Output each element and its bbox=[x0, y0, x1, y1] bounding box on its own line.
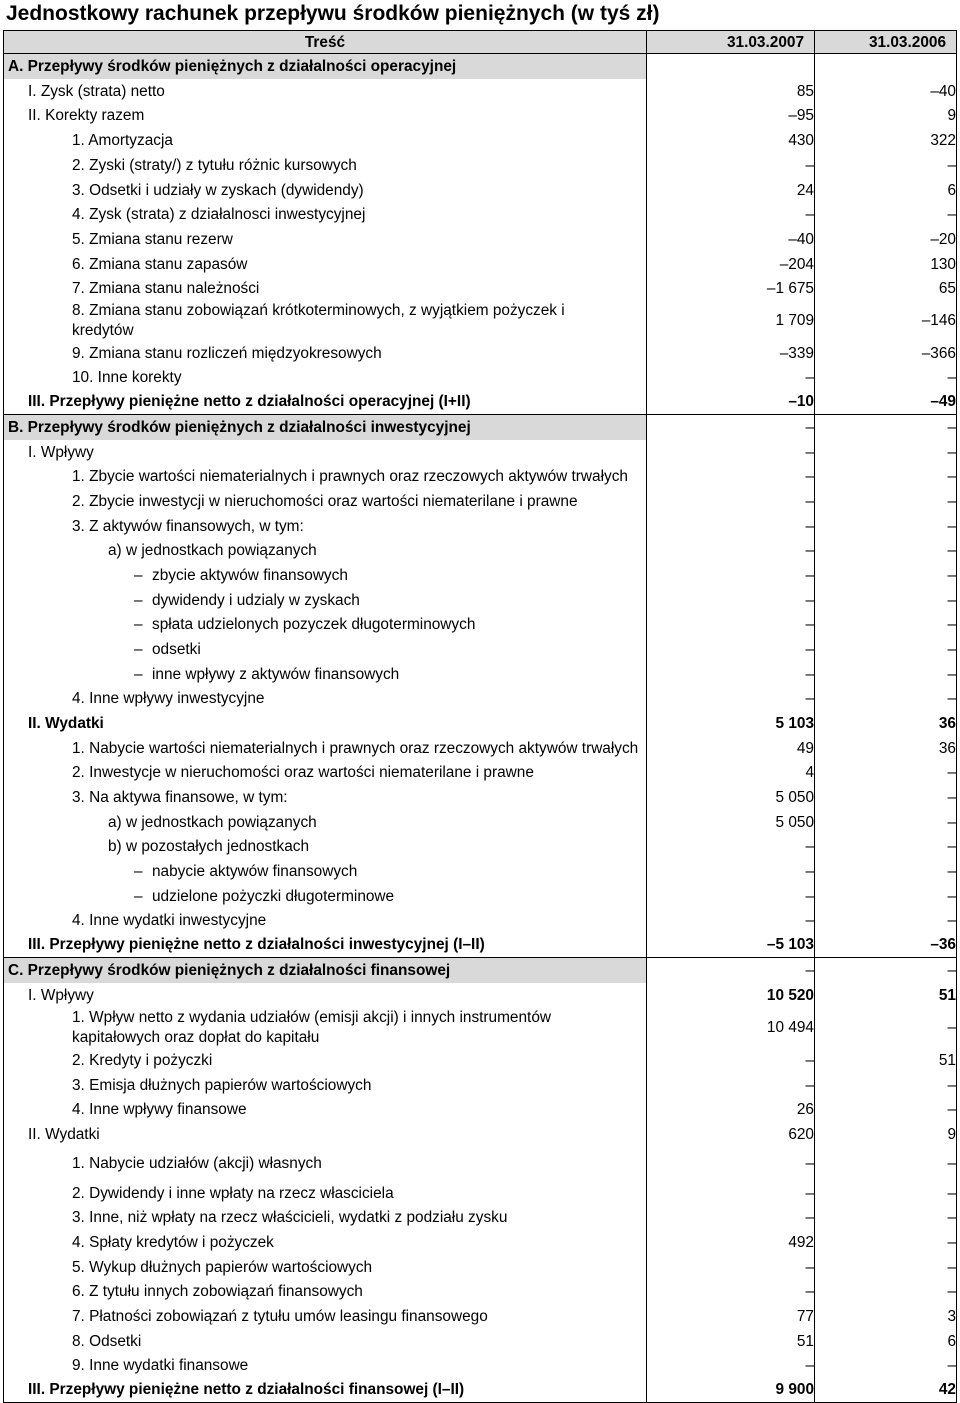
dash-bullet-icon: – bbox=[134, 862, 143, 880]
table-row bbox=[4, 687, 957, 711]
table-row bbox=[4, 79, 957, 104]
value-2007: – bbox=[647, 1280, 815, 1304]
row-label-cell bbox=[4, 104, 647, 128]
value-2006: 9 bbox=[815, 1122, 957, 1147]
row-label: 1. Zbycie wartości niematerialnych i prawnych oraz rzeczowych aktywów trwałych bbox=[72, 468, 628, 485]
row-label-cell bbox=[4, 662, 647, 687]
table-row bbox=[4, 203, 957, 227]
value-2006: 51 bbox=[815, 983, 957, 1008]
row-label: 3. Inne, niż wpłaty na rzecz właścicieli, wydatki z podziału zysku bbox=[72, 1209, 508, 1226]
value-2006: 6 bbox=[815, 1329, 957, 1354]
row-label-cell bbox=[4, 277, 647, 301]
row-label-cell bbox=[4, 933, 647, 958]
row-label: B. Przepływy środków pieniężnych z działalności inwestycyjnej bbox=[8, 418, 471, 436]
row-label-cell bbox=[4, 1304, 647, 1329]
table-row bbox=[4, 415, 957, 440]
table-row bbox=[4, 1122, 957, 1147]
value-2007: 26 bbox=[647, 1098, 815, 1122]
row-label: 7. Zmiana stanu należności bbox=[72, 280, 260, 297]
table-row bbox=[4, 1206, 957, 1230]
row-label-cell bbox=[4, 178, 647, 203]
value-2007: 77 bbox=[647, 1304, 815, 1329]
row-label: 6. Z tytułu innych zobowiązań finansowych bbox=[72, 1283, 363, 1300]
row-label: 2. Inwestycje w nieruchomości oraz wartości niematerilane i prawne bbox=[72, 764, 534, 781]
row-label: 9. Zmiana stanu rozliczeń międzyokresowych bbox=[72, 344, 382, 362]
row-label: 8. Odsetki bbox=[72, 1332, 142, 1350]
row-label: dywidendy i udzialy w zyskach bbox=[152, 591, 360, 609]
row-label: 9. Inne wydatki finansowe bbox=[72, 1357, 249, 1374]
value-2006: – bbox=[815, 810, 957, 835]
row-label-cell bbox=[4, 613, 647, 637]
table-row bbox=[4, 1304, 957, 1329]
row-label-cell bbox=[4, 153, 647, 178]
value-2006: – bbox=[815, 637, 957, 662]
value-2007: – bbox=[647, 909, 815, 933]
value-2007: 5 050 bbox=[647, 785, 815, 810]
row-label-cell bbox=[4, 983, 647, 1008]
row-label-cell bbox=[4, 958, 647, 983]
row-label-cell bbox=[4, 252, 647, 277]
value-2006: – bbox=[815, 539, 957, 563]
value-2007: – bbox=[647, 514, 815, 539]
row-label: II. Wydatki bbox=[28, 714, 104, 732]
value-2007: 430 bbox=[647, 128, 815, 153]
value-2007: 10 520 bbox=[647, 983, 815, 1008]
value-2006: – bbox=[815, 859, 957, 884]
table-row bbox=[4, 440, 957, 465]
table-row bbox=[4, 227, 957, 252]
value-2006: 42 bbox=[815, 1378, 957, 1403]
value-2007: 1 709 bbox=[647, 301, 815, 341]
value-2007: – bbox=[647, 835, 815, 859]
table-row bbox=[4, 785, 957, 810]
table-row bbox=[4, 252, 957, 277]
table-row bbox=[4, 366, 957, 390]
value-2006: – bbox=[815, 415, 957, 440]
value-2007: 85 bbox=[647, 79, 815, 104]
value-2007: – bbox=[647, 687, 815, 711]
value-2006: – bbox=[815, 465, 957, 489]
value-2007: – bbox=[647, 613, 815, 637]
value-2007: – bbox=[647, 1255, 815, 1280]
row-label-cell bbox=[4, 440, 647, 465]
value-2007: – bbox=[647, 958, 815, 983]
row-label-cell bbox=[4, 1230, 647, 1255]
value-2007: – bbox=[647, 1073, 815, 1098]
row-label-cell bbox=[4, 785, 647, 810]
value-2007: – bbox=[647, 1354, 815, 1378]
row-label: 1. Wpływ netto z wydania udziałów (emisji akcji) i innych instrumentów kapitałowych oraz dopłat do kapitału bbox=[72, 1008, 551, 1046]
value-2007: – bbox=[647, 153, 815, 178]
cash-flow-table bbox=[3, 30, 957, 1403]
dash-bullet-icon: – bbox=[134, 640, 143, 658]
row-label: zbycie aktywów finansowych bbox=[152, 566, 348, 584]
row-label-cell bbox=[4, 203, 647, 227]
row-label: A. Przepływy środków pieniężnych z działalności operacyjnej bbox=[8, 57, 457, 75]
table-row bbox=[4, 153, 957, 178]
table-row bbox=[4, 1329, 957, 1354]
row-label: I. Zysk (strata) netto bbox=[28, 82, 165, 100]
row-label-cell bbox=[4, 1354, 647, 1378]
table-row bbox=[4, 859, 957, 884]
table-row bbox=[4, 1048, 957, 1073]
value-2006: – bbox=[815, 835, 957, 859]
value-2007: – bbox=[647, 440, 815, 465]
row-label-cell bbox=[4, 1122, 647, 1147]
value-2007: 9 900 bbox=[647, 1378, 815, 1403]
value-2007 bbox=[647, 54, 815, 79]
table-row bbox=[4, 736, 957, 761]
value-2006: – bbox=[815, 514, 957, 539]
table-row bbox=[4, 958, 957, 983]
row-label: II. Korekty razem bbox=[28, 107, 145, 124]
value-2006: – bbox=[815, 785, 957, 810]
row-label: III. Przepływy pieniężne netto z działalności inwestycyjnej (I–II) bbox=[28, 936, 485, 954]
table-row bbox=[4, 637, 957, 662]
row-label-cell bbox=[4, 859, 647, 884]
table-row bbox=[4, 128, 957, 153]
table-row bbox=[4, 277, 957, 301]
value-2006: – bbox=[815, 203, 957, 227]
row-label-cell bbox=[4, 415, 647, 440]
value-2006: – bbox=[815, 366, 957, 390]
value-2007: 24 bbox=[647, 178, 815, 203]
value-2006: –36 bbox=[815, 933, 957, 958]
value-2006: – bbox=[815, 958, 957, 983]
table-row bbox=[4, 810, 957, 835]
value-2006: – bbox=[815, 153, 957, 178]
row-label-cell bbox=[4, 366, 647, 390]
row-label: 4. Inne wpływy finansowe bbox=[72, 1101, 247, 1118]
row-label: 5. Zmiana stanu rezerw bbox=[72, 230, 233, 248]
row-label-cell bbox=[4, 1280, 647, 1304]
value-2006: – bbox=[815, 440, 957, 465]
row-label: 2. Zbycie inwestycji w nieruchomości oraz wartości niematerilane i prawne bbox=[72, 492, 578, 510]
row-label: 1. Nabycie udziałów (akcji) własnych bbox=[72, 1155, 322, 1172]
value-2007: – bbox=[647, 588, 815, 613]
table-row bbox=[4, 465, 957, 489]
row-label: 10. Inne korekty bbox=[72, 369, 182, 386]
row-label: 4. Inne wpływy inwestycyjne bbox=[72, 690, 265, 707]
value-2006: – bbox=[815, 1073, 957, 1098]
row-label: inne wpływy z aktywów finansowych bbox=[152, 665, 400, 683]
dash-bullet-icon: – bbox=[134, 887, 143, 905]
table-row bbox=[4, 1181, 957, 1206]
table-body bbox=[4, 54, 957, 1403]
table-row bbox=[4, 835, 957, 859]
row-label-cell bbox=[4, 465, 647, 489]
dash-bullet-icon: – bbox=[134, 665, 143, 683]
row-label: odsetki bbox=[152, 640, 201, 658]
table-header-row bbox=[4, 31, 957, 54]
page-title: Jednostkowy rachunek przepływu środków pieniężnych (w tyś zł) bbox=[6, 2, 660, 25]
row-label: 4. Spłaty kredytów i pożyczek bbox=[72, 1233, 274, 1251]
table-row bbox=[4, 1280, 957, 1304]
row-label: udzielone pożyczki długoterminowe bbox=[152, 887, 395, 905]
table-row bbox=[4, 301, 957, 341]
table-row bbox=[4, 341, 957, 366]
row-label-cell bbox=[4, 301, 647, 341]
value-2007: 492 bbox=[647, 1230, 815, 1255]
row-label: 1. Amortyzacja bbox=[72, 131, 173, 149]
value-2006: – bbox=[815, 761, 957, 785]
value-2006 bbox=[815, 54, 957, 79]
value-2006: 6 bbox=[815, 178, 957, 203]
table-row bbox=[4, 563, 957, 588]
row-label: 3. Odsetki i udziały w zyskach (dywidendy) bbox=[72, 181, 364, 199]
value-2007: –95 bbox=[647, 104, 815, 128]
row-label-cell bbox=[4, 1206, 647, 1230]
row-label-cell bbox=[4, 1098, 647, 1122]
row-label: 3. Z aktywów finansowych, w tym: bbox=[72, 517, 304, 535]
value-2007: – bbox=[647, 415, 815, 440]
row-label-cell bbox=[4, 1255, 647, 1280]
row-label: spłata udzielonych pozyczek długoterminowych bbox=[152, 616, 476, 633]
value-2007: – bbox=[647, 1206, 815, 1230]
table-row bbox=[4, 933, 957, 958]
value-2007: – bbox=[647, 662, 815, 687]
table-row bbox=[4, 1073, 957, 1098]
value-2007: – bbox=[647, 1181, 815, 1206]
value-2007: – bbox=[647, 1048, 815, 1073]
value-2006: – bbox=[815, 1147, 957, 1181]
value-2007: – bbox=[647, 563, 815, 588]
row-label-cell bbox=[4, 1048, 647, 1073]
row-label: 3. Na aktywa finansowe, w tym: bbox=[72, 788, 288, 806]
row-label-cell bbox=[4, 128, 647, 153]
value-2006: –366 bbox=[815, 341, 957, 366]
table-row bbox=[4, 1147, 957, 1181]
value-2006: – bbox=[815, 563, 957, 588]
row-label: III. Przepływy pieniężne netto z działalności operacyjnej (I+II) bbox=[28, 393, 471, 411]
row-label-cell bbox=[4, 79, 647, 104]
value-2006: 130 bbox=[815, 252, 957, 277]
value-2007: – bbox=[647, 203, 815, 227]
value-2006: – bbox=[815, 1206, 957, 1230]
table-row bbox=[4, 662, 957, 687]
row-label-cell bbox=[4, 1008, 647, 1048]
table-row bbox=[4, 909, 957, 933]
row-label: II. Wydatki bbox=[28, 1125, 100, 1143]
value-2006: – bbox=[815, 588, 957, 613]
value-2007: 10 494 bbox=[647, 1008, 815, 1048]
table-row bbox=[4, 1230, 957, 1255]
table-row bbox=[4, 1354, 957, 1378]
value-2007: – bbox=[647, 539, 815, 563]
value-2006: –40 bbox=[815, 79, 957, 104]
row-label-cell bbox=[4, 1378, 647, 1403]
value-2007: 5 050 bbox=[647, 810, 815, 835]
table-row bbox=[4, 1378, 957, 1403]
value-2006: – bbox=[815, 662, 957, 687]
value-2007: – bbox=[647, 465, 815, 489]
row-label: 2. Kredyty i pożyczki bbox=[72, 1051, 213, 1069]
table-row bbox=[4, 884, 957, 909]
table-row bbox=[4, 983, 957, 1008]
value-2006: – bbox=[815, 884, 957, 909]
row-label: 1. Nabycie wartości niematerialnych i prawnych oraz rzeczowych aktywów trwałych bbox=[72, 739, 639, 757]
value-2006: – bbox=[815, 1008, 957, 1048]
row-label-cell bbox=[4, 1181, 647, 1206]
table-row bbox=[4, 1008, 957, 1048]
value-2006: – bbox=[815, 1230, 957, 1255]
value-2006: – bbox=[815, 909, 957, 933]
value-2006: 51 bbox=[815, 1048, 957, 1073]
table-row bbox=[4, 489, 957, 514]
value-2006: – bbox=[815, 1181, 957, 1206]
value-2006: – bbox=[815, 1354, 957, 1378]
table-row bbox=[4, 54, 957, 79]
row-label-cell bbox=[4, 563, 647, 588]
value-2006: – bbox=[815, 1255, 957, 1280]
value-2007: –204 bbox=[647, 252, 815, 277]
table-row bbox=[4, 1098, 957, 1122]
value-2007: – bbox=[647, 1147, 815, 1181]
value-2007: – bbox=[647, 366, 815, 390]
row-label-cell bbox=[4, 736, 647, 761]
table-row bbox=[4, 711, 957, 736]
row-label-cell bbox=[4, 54, 647, 79]
table-row bbox=[4, 588, 957, 613]
table-row bbox=[4, 1255, 957, 1280]
value-2007: 49 bbox=[647, 736, 815, 761]
value-2007: – bbox=[647, 637, 815, 662]
dash-bullet-icon: – bbox=[134, 616, 143, 633]
column-header-2006: 31.03.2006 bbox=[815, 31, 957, 54]
value-2007: – bbox=[647, 859, 815, 884]
column-header-2007: 31.03.2007 bbox=[647, 31, 815, 54]
table-row bbox=[4, 514, 957, 539]
row-label: a) w jednostkach powiązanych bbox=[108, 542, 317, 559]
value-2006: –146 bbox=[815, 301, 957, 341]
row-label-cell bbox=[4, 637, 647, 662]
row-label-cell bbox=[4, 761, 647, 785]
column-header-tresc: Treść bbox=[4, 31, 647, 54]
table-row bbox=[4, 178, 957, 203]
value-2007: –10 bbox=[647, 390, 815, 415]
value-2007: 4 bbox=[647, 761, 815, 785]
value-2006: 36 bbox=[815, 736, 957, 761]
row-label: 8. Zmiana stanu zobowiązań krótkoterminowych, z wyjątkiem pożyczek i kredytów bbox=[72, 301, 565, 339]
row-label-cell bbox=[4, 539, 647, 563]
row-label-cell bbox=[4, 835, 647, 859]
value-2006: – bbox=[815, 489, 957, 514]
table-row bbox=[4, 761, 957, 785]
row-label-cell bbox=[4, 588, 647, 613]
dash-bullet-icon: – bbox=[134, 566, 143, 584]
row-label-cell bbox=[4, 884, 647, 909]
value-2007: –40 bbox=[647, 227, 815, 252]
value-2007: 620 bbox=[647, 1122, 815, 1147]
value-2006: 9 bbox=[815, 104, 957, 128]
value-2007: – bbox=[647, 884, 815, 909]
value-2006: –49 bbox=[815, 390, 957, 415]
row-label-cell bbox=[4, 341, 647, 366]
value-2006: – bbox=[815, 1098, 957, 1122]
row-label-cell bbox=[4, 489, 647, 514]
row-label-cell bbox=[4, 227, 647, 252]
row-label-cell bbox=[4, 1073, 647, 1098]
row-label: III. Przepływy pieniężne netto z działalności finansowej (I–II) bbox=[28, 1381, 465, 1399]
value-2006: 65 bbox=[815, 277, 957, 301]
row-label: I. Wpływy bbox=[28, 986, 94, 1004]
value-2006: – bbox=[815, 687, 957, 711]
value-2006: – bbox=[815, 1280, 957, 1304]
table-row bbox=[4, 390, 957, 415]
table-row bbox=[4, 539, 957, 563]
dash-bullet-icon: – bbox=[134, 591, 143, 609]
row-label: 5. Wykup dłużnych papierów wartościowych bbox=[72, 1258, 373, 1276]
row-label: b) w pozostałych jednostkach bbox=[108, 838, 310, 855]
row-label: 7. Płatności zobowiązań z tytułu umów leasingu finansowego bbox=[72, 1307, 488, 1325]
value-2007: 51 bbox=[647, 1329, 815, 1354]
row-label-cell bbox=[4, 810, 647, 835]
row-label: nabycie aktywów finansowych bbox=[152, 862, 358, 880]
row-label: 3. Emisja dłużnych papierów wartościowych bbox=[72, 1076, 372, 1094]
row-label-cell bbox=[4, 514, 647, 539]
value-2006: – bbox=[815, 613, 957, 637]
table-row bbox=[4, 104, 957, 128]
row-label-cell bbox=[4, 390, 647, 415]
row-label: I. Wpływy bbox=[28, 443, 94, 461]
row-label-cell bbox=[4, 1147, 647, 1181]
value-2006: 3 bbox=[815, 1304, 957, 1329]
value-2007: –1 675 bbox=[647, 277, 815, 301]
row-label-cell bbox=[4, 909, 647, 933]
row-label: C. Przepływy środków pieniężnych z działalności finansowej bbox=[8, 961, 451, 979]
row-label: 2. Dywidendy i inne wpłaty na rzecz własciciela bbox=[72, 1184, 394, 1202]
value-2006: 322 bbox=[815, 128, 957, 153]
row-label-cell bbox=[4, 1329, 647, 1354]
value-2007: –5 103 bbox=[647, 933, 815, 958]
row-label: 2. Zyski (straty/) z tytułu różnic kursowych bbox=[72, 156, 357, 174]
row-label-cell bbox=[4, 687, 647, 711]
value-2006: –20 bbox=[815, 227, 957, 252]
row-label: 6. Zmiana stanu zapasów bbox=[72, 255, 248, 273]
value-2007: – bbox=[647, 489, 815, 514]
row-label: 4. Inne wydatki inwestycyjne bbox=[72, 912, 267, 929]
row-label-cell bbox=[4, 711, 647, 736]
value-2007: –339 bbox=[647, 341, 815, 366]
value-2007: 5 103 bbox=[647, 711, 815, 736]
row-label: 4. Zysk (strata) z działalnosci inwestycyjnej bbox=[72, 206, 366, 223]
value-2006: 36 bbox=[815, 711, 957, 736]
table-row bbox=[4, 613, 957, 637]
row-label: a) w jednostkach powiązanych bbox=[108, 813, 317, 831]
